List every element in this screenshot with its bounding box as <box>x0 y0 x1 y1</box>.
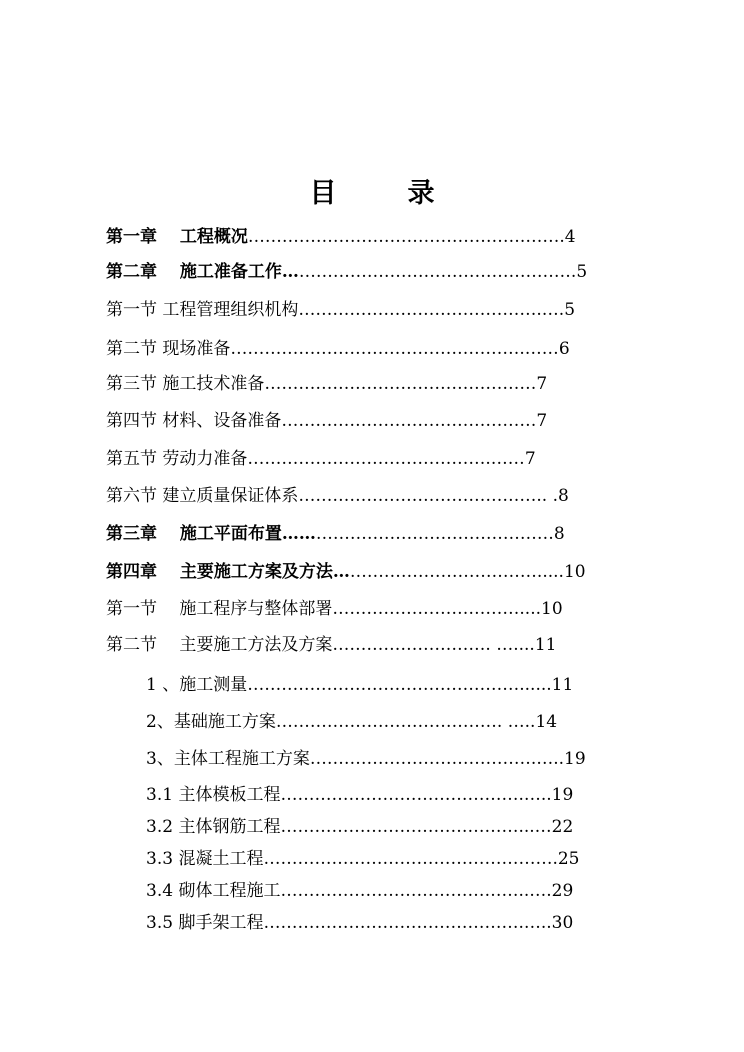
toc-entry-text: 3.1 主体模板工程 <box>146 785 281 805</box>
toc-entry-text: 第二章 施工准备工作… <box>106 262 299 282</box>
toc-entry-text: 第二节 主要施工方法及方案 <box>106 635 333 655</box>
toc-entry-item-2[interactable] <box>146 710 557 734</box>
toc-leader-dots: …………………………………….…… <box>247 449 525 469</box>
toc-leader-dots: …………………………………. ….. <box>275 712 536 732</box>
toc-entry-chapter-3[interactable] <box>106 522 565 546</box>
toc-leader-dots: ……………………………………...… <box>280 817 552 837</box>
toc-leader-dots: ……………………………………..…. <box>280 881 552 901</box>
toc-entry-item-3-2[interactable] <box>146 815 573 839</box>
document-title: 目 录 <box>309 178 457 209</box>
toc-page-number: 5 <box>564 300 576 320</box>
toc-leader-dots: ……………………………………….….. <box>263 913 552 933</box>
toc-page-number: 22 <box>551 817 574 837</box>
toc-entry-section-4-1[interactable] <box>106 597 563 621</box>
toc-page-number: 7 <box>536 374 548 394</box>
toc-entry-text: 第六节 建立质量保证体系 <box>106 486 299 506</box>
toc-page-number: 6 <box>558 339 570 359</box>
toc-page-number: 30 <box>551 913 574 933</box>
toc-entry-item-3-5[interactable] <box>146 911 573 935</box>
toc-entry-text: 3.5 脚手架工程 <box>146 913 264 933</box>
toc-entry-item-1[interactable] <box>146 673 573 697</box>
toc-entry-text: 第四节 材料、设备准备 <box>106 411 282 431</box>
toc-entry-section-2-1[interactable] <box>106 298 575 322</box>
toc-leader-dots: ……………………………………………. <box>263 849 558 869</box>
toc-entry-section-2-5[interactable] <box>106 447 536 471</box>
toc-entry-text: 第一节 施工程序与整体部署 <box>106 599 333 619</box>
toc-entry-item-3-1[interactable] <box>146 783 573 807</box>
toc-entry-section-4-2[interactable] <box>106 633 556 657</box>
toc-leader-dots: …………………………………….…. <box>298 300 565 320</box>
toc-leader-dots: ……………………………..... <box>349 562 564 582</box>
toc-leader-dots: ………………………………………….……. <box>247 227 565 247</box>
toc-page-number: 7 <box>536 411 548 431</box>
toc-page-number: 29 <box>551 881 574 901</box>
toc-leader-dots: ……………………………….….. <box>326 749 565 769</box>
toc-leader-dots: ……………………………………… <box>281 411 537 431</box>
toc-leader-dots: ………………………. ….... <box>332 635 535 655</box>
toc-page-number: 10 <box>541 599 563 619</box>
toc-page-number: 7 <box>524 449 536 469</box>
toc-leader-dots: …………………………………….. . <box>298 486 559 506</box>
toc-entry-text: 第五节 劳动力准备 <box>106 449 248 469</box>
toc-leader-dots: …………………………….... <box>332 599 542 619</box>
toc-entry-text: 1 、施工测量 <box>146 675 248 695</box>
toc-entry-text: 3、主体工程施工方案… <box>146 749 327 769</box>
toc-page-number: 11 <box>534 635 557 655</box>
toc-page-number: 19 <box>551 785 574 805</box>
toc-entry-text: 3.2 主体钢筋工程 <box>146 817 281 837</box>
toc-page-number: 8 <box>553 524 565 544</box>
toc-entry-section-2-2[interactable] <box>106 337 570 361</box>
toc-entry-text: 2、基础施工方案 <box>146 712 276 732</box>
toc-leader-dots: …………………………………………. <box>298 262 577 282</box>
toc-entry-text: 第一节 工程管理组织机构 <box>106 300 299 320</box>
toc-leader-dots: …………………………………………...... <box>247 675 552 695</box>
toc-entry-section-2-4[interactable] <box>106 409 547 433</box>
toc-leader-dots: …………………………………………….…… <box>230 339 559 359</box>
toc-entry-text: 第二节 现场准备 <box>106 339 231 359</box>
toc-page-number: 5 <box>576 262 588 282</box>
toc-entry-item-3[interactable] <box>146 747 586 771</box>
toc-entry-text: 3.4 砌体工程施工 <box>146 881 281 901</box>
toc-page-number: 10 <box>563 562 586 582</box>
toc-entry-section-2-3[interactable] <box>106 372 547 396</box>
toc-entry-item-3-4[interactable] <box>146 879 573 903</box>
toc-leader-dots: ………………………………………… <box>264 374 537 394</box>
toc-page-number: 4 <box>564 227 576 247</box>
toc-page-number: 19 <box>564 749 586 769</box>
toc-entry-item-3-3[interactable] <box>146 847 580 871</box>
toc-page-number: 8 <box>558 486 569 506</box>
toc-entry-chapter-4[interactable] <box>106 560 586 584</box>
toc-entry-text: 第三章 施工平面布置…… <box>106 524 316 544</box>
toc-entry-text: 第一章 工程概况 <box>106 227 248 247</box>
toc-entry-section-2-6[interactable] <box>106 484 569 508</box>
toc-entry-text: 第四章 主要施工方案及方法… <box>106 562 350 582</box>
toc-leader-dots: …………………………………….….. <box>280 785 552 805</box>
toc-entry-chapter-1[interactable] <box>106 225 576 249</box>
toc-entry-chapter-2[interactable] <box>106 260 587 284</box>
toc-page-number: 25 <box>557 849 580 869</box>
toc-entry-text: 3.3 混凝土工程 <box>146 849 264 869</box>
toc-leader-dots: …………………………………… <box>315 524 554 544</box>
toc-page-number: 11 <box>551 675 574 695</box>
toc-page-number: 14 <box>535 712 558 732</box>
toc-entry-text: 第三节 施工技术准备 <box>106 374 265 394</box>
